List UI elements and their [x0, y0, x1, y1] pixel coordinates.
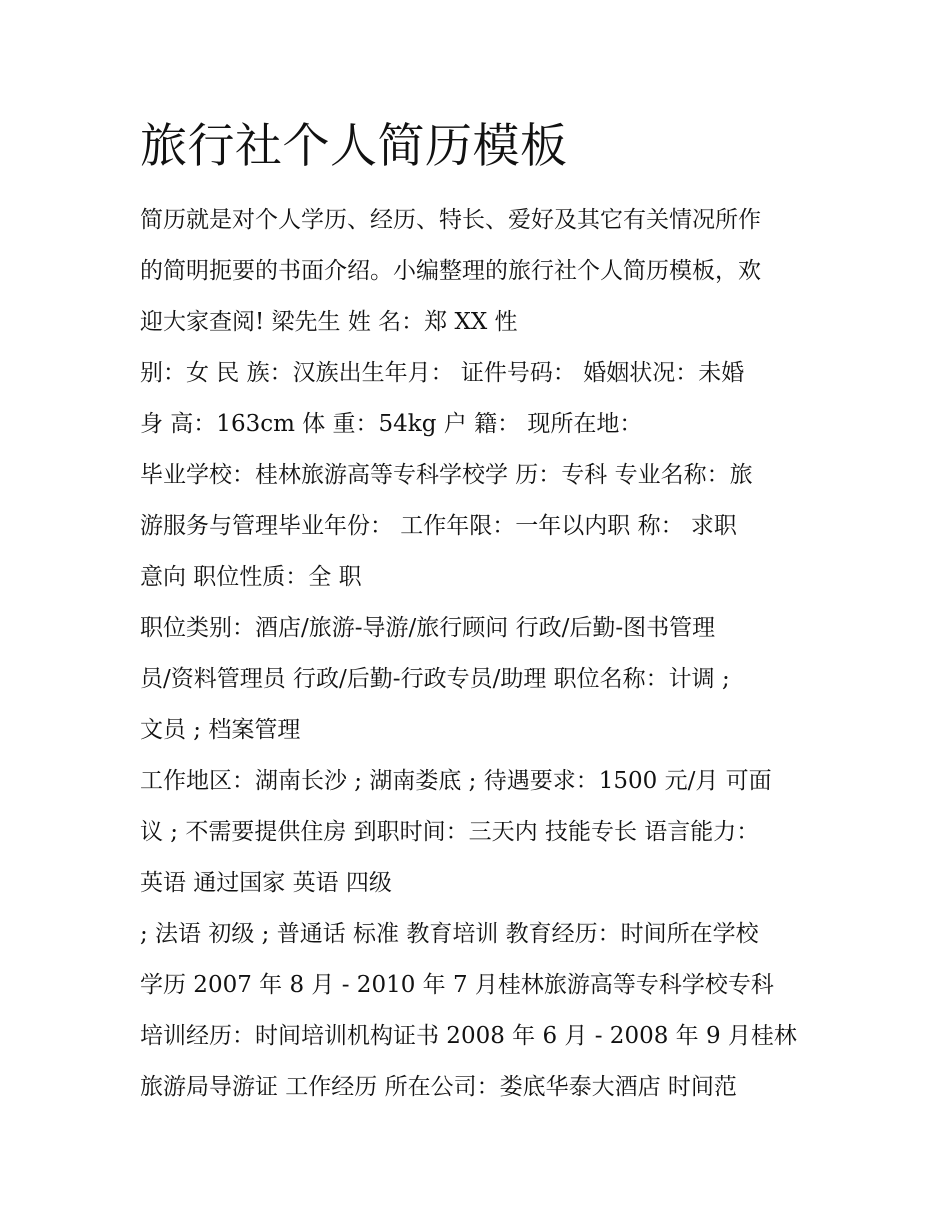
body-line-2: 的简明扼要的书面介绍。小编整理的旅行社个人简历模板，欢 — [140, 258, 761, 284]
body-line-11: 文员 ; 档案管理 — [140, 717, 301, 743]
body-line-16: 学历 2007 年 8 月 - 2010 年 7 月桂林旅游高等专科学校专科 — [140, 972, 774, 998]
body-line-18: 旅游局导游证 工作经历 所在公司：娄底华泰大酒店 时间范 — [140, 1074, 737, 1100]
document-title: 旅行社个人简历模板 — [140, 119, 568, 174]
document-body — [140, 195, 830, 1113]
body-line-10: 员/资料管理员 行政/后勤-行政专员/助理 职位名称：计调 ; — [140, 666, 730, 692]
body-line-14: 英语 通过国家 英语 四级 — [140, 870, 392, 896]
body-line-9: 职位类别：酒店/旅游-导游/旅行顾问 行政/后勤-图书管理 — [140, 615, 716, 641]
body-line-12: 工作地区：湖南长沙 ; 湖南娄底 ; 待遇要求：1500 元/月 可面 — [140, 768, 772, 794]
body-line-5: 身 高：163cm 体 重：54kg 户 籍： 现所在地： — [140, 411, 643, 437]
body-line-13: 议 ; 不需要提供住房 到职时间：三天内 技能专长 语言能力： — [140, 819, 760, 845]
body-line-15: ; 法语 初级 ; 普通话 标准 教育培训 教育经历：时间所在学校 — [140, 921, 759, 947]
body-line-4: 别：女 民 族：汉族出生年月： 证件号码： 婚姻状况：未婚 — [140, 360, 745, 386]
body-line-8: 意向 职位性质：全 职 — [140, 564, 362, 590]
body-line-3: 迎大家查阅! 梁先生 姓 名：郑 XX 性 — [140, 309, 518, 335]
body-line-17: 培训经历：时间培训机构证书 2008 年 6 月 - 2008 年 9 月桂林 — [140, 1023, 797, 1049]
body-line-1: 简历就是对个人学历、经历、特长、爱好及其它有关情况所作 — [140, 207, 761, 233]
body-line-7: 游服务与管理毕业年份： 工作年限：一年以内职 称： 求职 — [140, 513, 737, 539]
body-line-6: 毕业学校：桂林旅游高等专科学校学 历：专科 专业名称：旅 — [140, 462, 753, 488]
